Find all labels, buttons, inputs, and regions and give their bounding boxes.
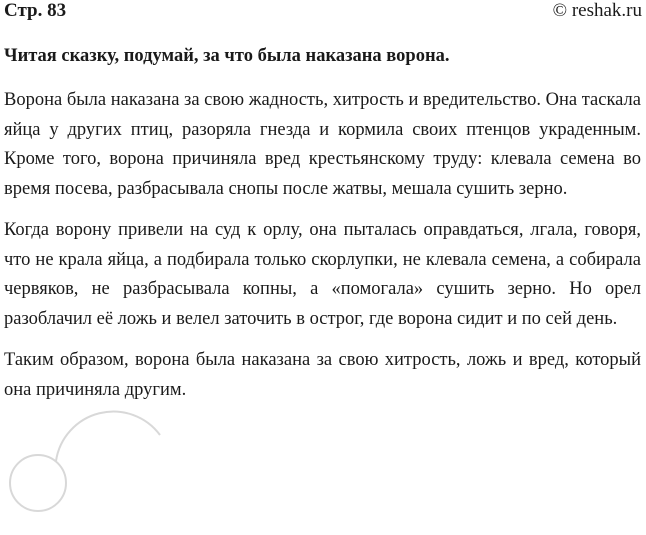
site-copyright: © reshak.ru: [552, 0, 642, 21]
answer-text: [4, 86, 641, 417]
answer-paragraph-1: Ворона была наказана за свою жадность, хитрость и вредительство. Она таскала яйца у других птиц, разоряла гнезда и кормила своих птенцов украденным. Кроме того, ворона причиняла вред крестьянскому труду: клевала семена во время посева, разбрасывала снопы после жатвы, мешала сушить зерно.: [4, 90, 641, 199]
task-question: Читая сказку, подумай, за что была наказана ворона.: [4, 46, 450, 66]
answer-paragraph-2: Когда ворону привели на суд к орлу, она пыталась оправдаться, лгала, говоря, что не крала яйца, а подбирала только скорлупки, не клевала семена, а собирала червяков, не разбрасывала копны, а «помогала» сушить зерно. Но орел разоблачил её ложь и велел заточить в острог, где ворона сидит и по сей день.: [4, 220, 641, 329]
page-header: [4, 0, 642, 24]
answer-paragraph-3: Таким образом, ворона была наказана за свою хитрость, ложь и вред, который она причиняла другим.: [4, 350, 641, 400]
watermark-logo: [0, 405, 180, 530]
page-number: Стр. 83: [4, 0, 67, 21]
